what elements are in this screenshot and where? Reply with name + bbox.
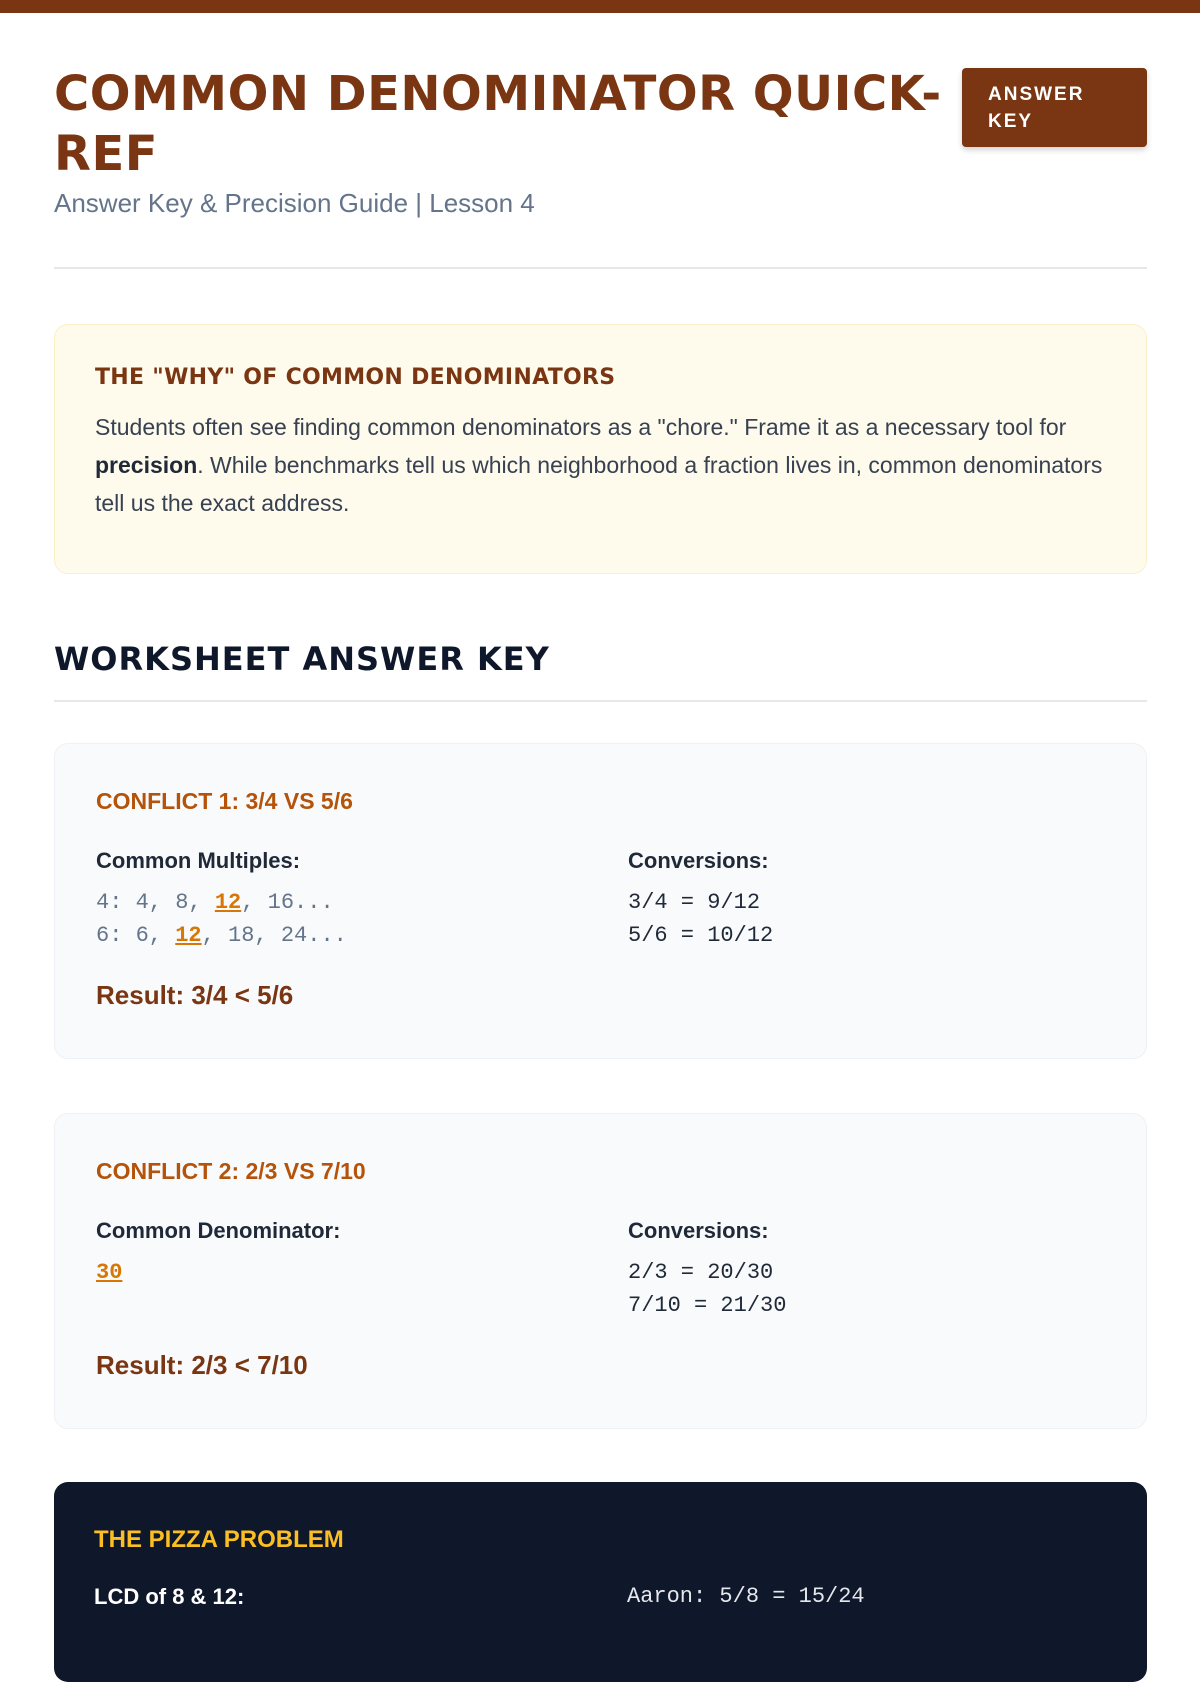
lcd-highlight: 12 [214,890,242,915]
conflict-2-card [54,1113,1147,1429]
why-text-emphasis: precision [95,452,198,478]
page-title: COMMON DENOMINATOR QUICK-REF [54,66,942,182]
conflict-1-conversions [628,848,1108,952]
multiples-row-6 [96,919,576,952]
lcd-highlight: 30 [96,1260,123,1285]
why-callout-text [95,408,1106,522]
multiples-row-6-start: 6: 6, [96,923,176,948]
lcd-highlight: 12 [175,923,202,948]
multiples-row-4 [96,886,576,919]
conflict-1-title: CONFLICT 1: 3/4 VS 5/6 [96,788,353,814]
conversion-line: 2/3 = 20/30 [628,1260,774,1285]
conflict-1-multiples [96,848,576,952]
conversions-label: Conversions: [628,848,769,873]
multiples-row-4-end: , 16... [241,890,334,915]
conversion-line: 7/10 = 21/30 [628,1293,787,1318]
why-text-end: . While benchmarks tell us which neighborhood a fraction lives in, common denominators tell us the exact address. [95,452,1103,516]
conversion-line: 5/6 = 10/12 [628,923,774,948]
multiples-row-4-start: 4: 4, 8, [96,890,215,915]
page-header [54,0,1147,270]
why-text-start: Students often see finding common denominators as a "chore." Frame it as a necessary tool for [95,414,1067,440]
page [54,0,1147,1609]
why-callout-title: THE "WHY" OF COMMON DENOMINATORS [95,365,616,390]
conflict-2-conversions [628,1218,1108,1322]
page-subtitle: Answer Key & Precision Guide | Lesson 4 [54,188,535,218]
multiples-row-6-end: , 18, 24... [201,923,347,948]
answer-key-badge: ANSWER KEY [962,68,1147,147]
conflict-1-result: Result: 3/4 < 5/6 [96,980,294,1010]
pizza-lcd-label: LCD of 8 & 12: [94,1584,245,1609]
conflict-2-denominator [96,1218,576,1289]
conflict-1-card [54,743,1147,1059]
why-callout [54,324,1147,574]
pizza-problem-title: THE PIZZA PROBLEM [94,1526,344,1553]
pizza-problem-card [54,1482,1147,1682]
conversions-label: Conversions: [628,1218,769,1243]
section-title: WORKSHEET ANSWER KEY [54,640,550,678]
header-divider [54,267,1147,269]
common-denominator-label: Common Denominator: [96,1218,341,1243]
conflict-2-result: Result: 2/3 < 7/10 [96,1350,308,1380]
conversion-line: 3/4 = 9/12 [628,890,761,915]
common-multiples-label: Common Multiples: [96,848,301,873]
lcd-value-row [96,1256,576,1289]
conflict-2-title: CONFLICT 2: 2/3 VS 7/10 [96,1158,366,1184]
section-divider [54,700,1147,702]
pizza-conversion-line: Aaron: 5/8 = 15/24 [627,1584,865,1609]
